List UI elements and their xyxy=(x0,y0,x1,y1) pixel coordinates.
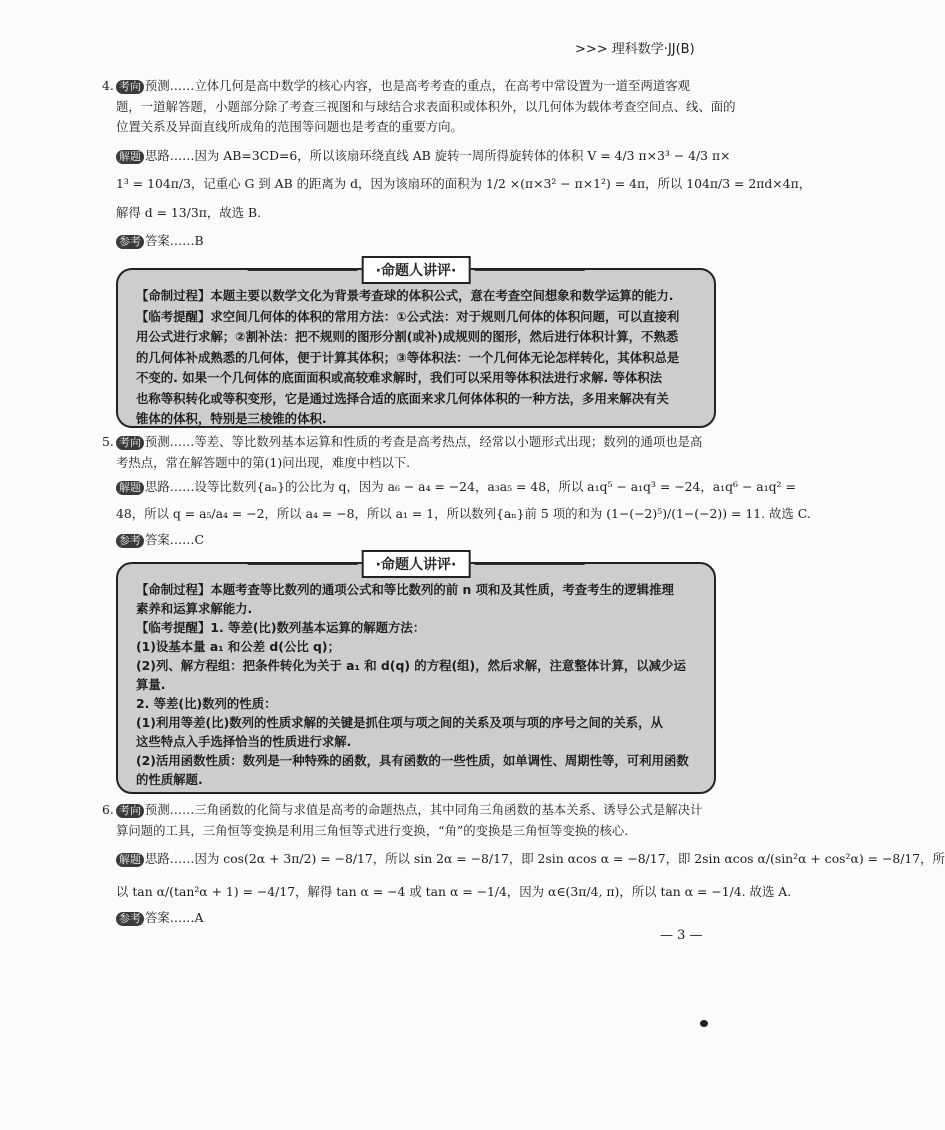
q5-forecast-line-1: 5. 考向 预测……等差、等比数列基本运算和性质的考查是高考热点，经常以小题形式出现；数列的通项也是高 xyxy=(102,434,703,449)
q6-solution-line-1: 解题 思路……因为 cos(2α + 3π/2) = −8/17，所以 sin 2α = −8/17，即 2sin αcos α = −8/17，即 2sin αcos α/(sin²α + cos²α) = −8/17，所 xyxy=(116,849,716,870)
q6-answer: 参考 答案……A xyxy=(116,908,716,929)
q6-number: 6. xyxy=(102,802,114,817)
page-number: — 3 — xyxy=(660,928,703,943)
commentary-title-2: ·命题人讲评· xyxy=(362,550,471,578)
q5-number: 5. xyxy=(102,434,114,449)
q4-answer: 参考 答案……B xyxy=(116,231,716,252)
q6-solution-line-2: 以 tan α/(tan²α + 1) = −4/17，解得 tan α = −4 或 tan α = −1/4，因为 α∈(3π/4, π)，所以 tan α = −1/4. 故选 A. xyxy=(116,883,792,899)
q5-forecast-line-2: 考热点，常在解答题中的第(1)问出现，难度中档以下. xyxy=(116,454,411,470)
question-5 xyxy=(102,432,811,551)
question-4 xyxy=(102,76,812,252)
q4-solution-line-2: 1³ = 104π/3，记重心 G 到 AB 的距离为 d，因为该扇环的面积为 1/2 ×(π×3² − π×1²) = 4π，所以 104π/3 = 2πd×4π， xyxy=(116,176,812,191)
commentary-box-2 xyxy=(116,557,716,794)
forecast-tag: 考向 xyxy=(116,80,144,94)
solution-tag: 解题 xyxy=(116,150,144,164)
q4-number: 4. xyxy=(102,78,114,93)
q5-answer: 参考 答案……C xyxy=(116,530,716,551)
q6-forecast-line-1: 6. 考向 预测……三角函数的化简与求值是高考的命题热点，其中同角三角函数的基本关系、诱导公式是解决计 xyxy=(102,802,703,817)
q6-forecast-line-2: 算问题的工具，三角恒等变换是利用三角恒等式进行变换，“角”的变换是三角恒等变换的核心. xyxy=(116,822,629,838)
q4-solution-line-3: 解得 d = 13/3π，故选 B. xyxy=(116,204,262,220)
question-6 xyxy=(102,800,945,929)
q5-solution-line-1: 解题 思路……设等比数列{aₙ}的公比为 q，因为 a₆ − a₄ = −24，a₃a₅ = 48，所以 a₁q⁵ − a₁q³ = −24，a₁q⁶ − a₁q² = xyxy=(116,477,716,498)
q4-forecast-line-3: 位置关系及异面直线所成角的范围等问题也是考查的重要方向。 xyxy=(116,119,463,134)
commentary-body-1: 【命制过程】本题主要以数学文化为背景考查球的体积公式，意在考查空间想象和数学运算的能力. 【临考提醒】求空间几何体的体积的常用方法：①公式法：对于规则几何体的体积问题，可以直接利 用公式进行求解；②割补法：把不规则的图形分割(或补)成规则的图形，然后进行体积计算，不熟悉 的几何体补成熟悉的几何体，便于计算其体积；③等体积法：一个几何体无论怎样转化，其体积总是 不变的. 如果一个几何体的底面面积或高较难求解时，我们可以采用等体积法进行求解. 等体积法 也称等积转化或等积变形，它是通过选择合适的底面来求几何体体积的一种方法，多用来解决有关 锥体的体积，特别是三棱锥的体积. xyxy=(136,288,680,426)
answer-tag: 参考 xyxy=(116,534,144,548)
q4-forecast-line-1: 4. 考向 预测……立体几何是高中数学的核心内容，也是高考考查的重点，在高考中常设置为一道至两道客观 xyxy=(102,78,691,93)
answer-tag: 参考 xyxy=(116,235,144,249)
q5-solution-line-2: 48，所以 q = a₅/a₄ = −2，所以 a₄ = −8，所以 a₁ = 1，所以数列{aₙ}前 5 项的和为 (1−(−2)⁵)/(1−(−2)) = 11. 故选 C. xyxy=(116,505,811,521)
commentary-body-2: 【命制过程】本题考查等比数列的通项公式和等比数列的前 n 项和及其性质，考查考生的逻辑推理 素养和运算求解能力. 【临考提醒】1. 等差(比)数列基本运算的解题方法： (1)设基本量 a₁ 和公差 d(公比 q)； (2)列、解方程组：把条件转化为关于 a₁ 和 d(q) 的方程(组)，然后求解，注意整体计算，以减少运 算量. 2. 等差(比)数列的性质： (1)利用等差(比)数列的性质求解的关键是抓住项与项之间的关系及项与项的序号之间的关系，从 这些特点入手选择恰当的性质进行求解. (2)活用函数性质：数列是一种特殊的函数，具有函数的一些性质，如单调性、周期性等，可利用函数 的性质解题. xyxy=(136,582,689,787)
answer-tag: 参考 xyxy=(116,912,144,926)
q4-solution-line-1: 解题 思路……因为 AB=3CD=6，所以该扇环绕直线 AB 旋转一周所得旋转体的体积 V = 4/3 π×3³ − 4/3 π× xyxy=(116,146,716,167)
solution-tag: 解题 xyxy=(116,481,144,495)
forecast-tag: 考向 xyxy=(116,436,144,450)
page-header: >>> 理科数学·JJ(B) xyxy=(575,42,695,57)
q4-forecast-line-2: 题，一道解答题，小题部分除了考查三视图和与球结合求表面积或体积外，以几何体为载体考查空间点、线、面的 xyxy=(116,98,736,114)
commentary-title-1: ·命题人讲评· xyxy=(362,256,471,284)
forecast-tag: 考向 xyxy=(116,804,144,818)
ink-smudge xyxy=(700,1020,708,1027)
commentary-box-1 xyxy=(116,263,716,428)
solution-tag: 解题 xyxy=(116,853,144,867)
